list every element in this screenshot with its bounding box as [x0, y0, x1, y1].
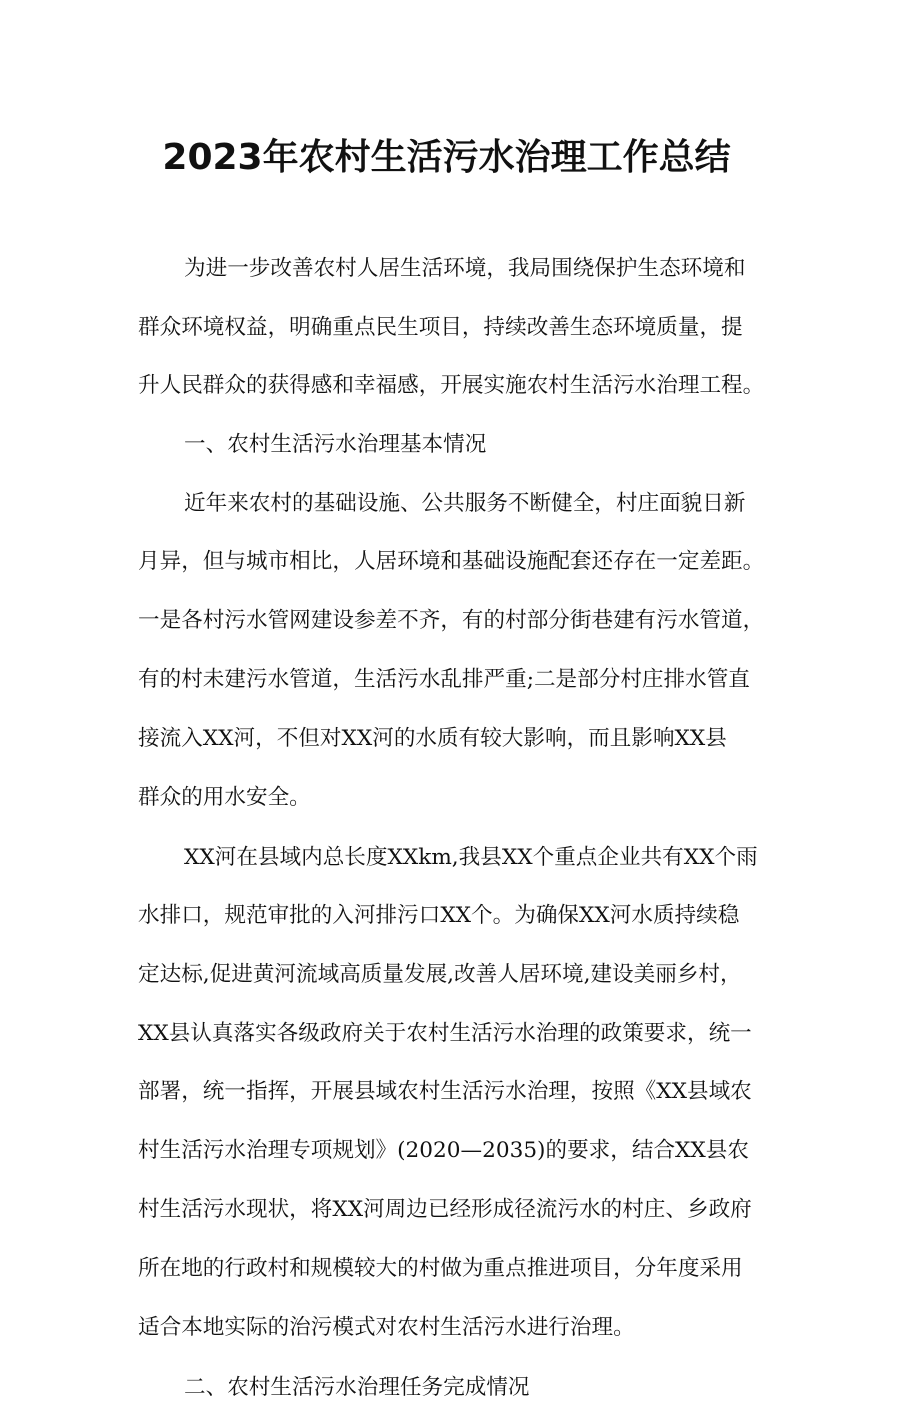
- paragraph-line: 定达标,促进黄河流域高质量发展,改善人居环境,建设美丽乡村，: [138, 962, 742, 988]
- paragraph-line: XX河在县域内总长度XXkm,我县XX个重点企业共有XX个雨: [184, 844, 758, 870]
- paragraph-line: 村生活污水现状，将XX河周边已经形成径流污水的村庄、乡政府: [138, 1196, 752, 1222]
- paragraph-line: XX县认真落实各级政府关于农村生活污水治理的政策要求，统一: [138, 1020, 752, 1046]
- paragraph-line: 月异，但与城市相比，人居环境和基础设施配套还存在一定差距。: [138, 549, 765, 575]
- paragraph-line: 有的村未建污水管道，生活污水乱排严重;二是部分村庄排水管直: [138, 666, 750, 692]
- section-heading: 一、农村生活污水治理基本情况: [184, 432, 487, 458]
- paragraph-line: 所在地的行政村和规模较大的村做为重点推进项目，分年度采用: [138, 1255, 743, 1281]
- document-title: 2023年农村生活污水治理工作总结: [162, 137, 731, 178]
- paragraph-line: 接流入XX河，不但对XX河的水质有较大影响，而且影响XX县: [138, 725, 727, 751]
- paragraph-line: 升人民群众的获得感和幸福感，开展实施农村生活污水治理工程。: [138, 373, 765, 399]
- paragraph-line: 一是各村污水管网建设参差不齐，有的村部分街巷建有污水管道，: [138, 608, 765, 634]
- paragraph-line: 为进一步改善农村人居生活环境，我局围绕保护生态环境和: [184, 256, 746, 281]
- paragraph-line: 群众的用水安全。: [138, 785, 311, 811]
- paragraph-line: 适合本地实际的治污模式对农村生活污水进行治理。: [138, 1315, 635, 1341]
- paragraph-line: 群众环境权益，明确重点民生项目，持续改善生态环境质量，提: [138, 314, 743, 340]
- paragraph-line: 部署，统一指挥，开展县域农村生活污水治理，按照《XX县域农: [138, 1079, 752, 1105]
- paragraph-line: 水排口，规范审批的入河排污口XX个。为确保XX河水质持续稳: [138, 903, 740, 929]
- document-body: [138, 240, 798, 1417]
- section-heading: 二、农村生活污水治理任务完成情况: [184, 1374, 530, 1400]
- paragraph-line: 近年来农村的基础设施、公共服务不断健全，村庄面貌日新: [184, 490, 746, 516]
- paragraph-line: 村生活污水治理专项规划》(2020—2035)的要求，结合XX县农: [138, 1138, 749, 1164]
